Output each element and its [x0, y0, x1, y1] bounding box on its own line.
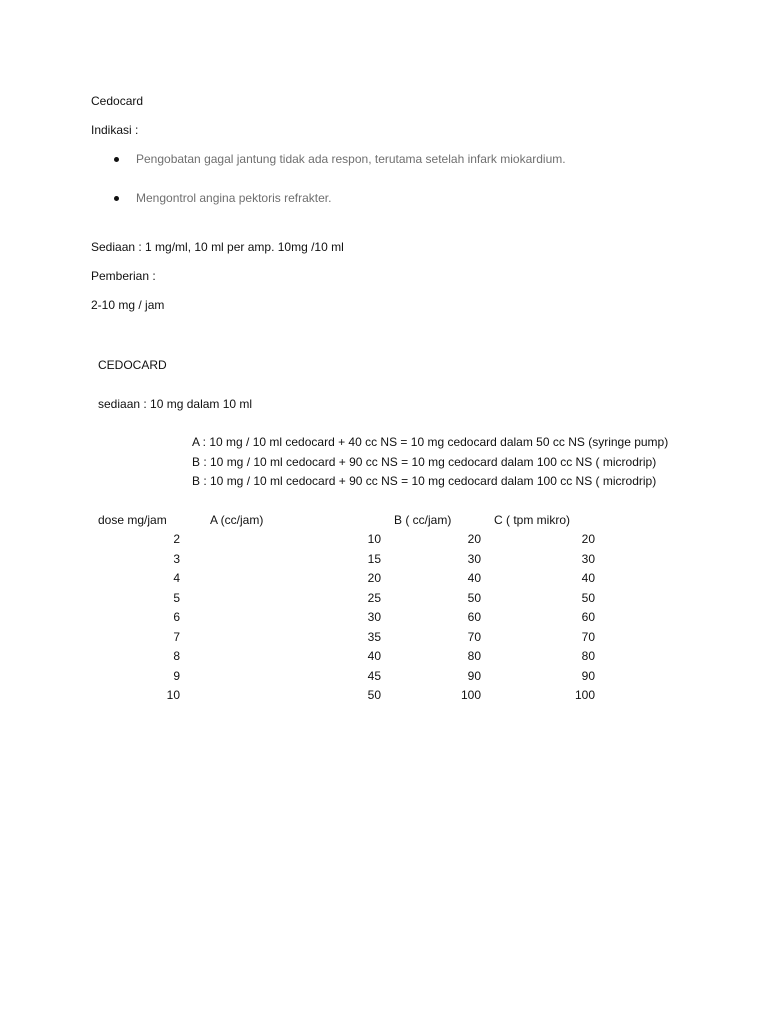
- pemberian-label: Pemberian :: [91, 269, 156, 283]
- cell-b: 100: [460, 688, 481, 702]
- bullet-icon: [114, 196, 119, 201]
- pemberian-value: 2-10 mg / jam: [91, 298, 165, 312]
- indikasi-label: Indikasi :: [91, 123, 139, 137]
- cell-a: 15: [367, 551, 381, 566]
- cell-dose: 10: [166, 688, 180, 702]
- header-b: B ( cc/jam): [394, 513, 452, 527]
- bullet-icon: [114, 157, 119, 162]
- cell-a: 35: [367, 629, 381, 644]
- header-a: A (cc/jam): [210, 513, 264, 527]
- cell-b: 60: [467, 610, 481, 624]
- section-sediaan: sediaan : 10 mg dalam 10 ml: [98, 397, 253, 411]
- cell-b: 40: [467, 571, 481, 585]
- cell-dose: 5: [173, 590, 180, 605]
- cell-dose: 4: [173, 571, 180, 585]
- cell-c: 40: [581, 571, 595, 585]
- cell-a: 45: [367, 668, 381, 683]
- cell-b: 20: [467, 532, 481, 546]
- cell-a: 20: [367, 571, 381, 585]
- header-c: C ( tpm mikro): [494, 513, 570, 527]
- cell-dose: 9: [173, 668, 180, 683]
- mix-line-b-repeat: B : 10 mg / 10 ml cedocard + 90 cc NS = 10 mg cedocard dalam 100 cc NS ( microdrip): [192, 474, 657, 488]
- cell-c: 20: [581, 532, 595, 546]
- cell-a: 50: [367, 688, 381, 702]
- cell-a: 40: [367, 649, 381, 663]
- cell-c: 30: [581, 551, 595, 566]
- cell-dose: 2: [173, 532, 180, 546]
- cell-b: 50: [467, 590, 481, 605]
- cell-c: 80: [581, 649, 595, 663]
- mix-line-b: B : 10 mg / 10 ml cedocard + 90 cc NS = 10 mg cedocard dalam 100 cc NS ( microdrip): [192, 455, 657, 469]
- cell-b: 90: [467, 668, 481, 683]
- cell-dose: 8: [173, 649, 180, 663]
- cell-b: 70: [467, 629, 481, 644]
- cell-c: 70: [581, 629, 595, 644]
- cell-c: 60: [581, 610, 595, 624]
- cell-b: 30: [467, 551, 481, 566]
- cell-c: 90: [581, 668, 595, 683]
- cell-a: 30: [367, 610, 381, 624]
- section-heading: CEDOCARD: [98, 358, 167, 372]
- document-title: Cedocard: [91, 94, 144, 108]
- cell-b: 80: [467, 649, 481, 663]
- cell-dose: 6: [173, 610, 180, 624]
- cell-dose: 7: [173, 629, 180, 644]
- cell-c: 50: [581, 590, 595, 605]
- cell-dose: 3: [173, 551, 180, 566]
- mix-line-a: A : 10 mg / 10 ml cedocard + 40 cc NS = 10 mg cedocard dalam 50 cc NS (syringe pump): [192, 435, 669, 449]
- cell-c: 100: [574, 688, 595, 702]
- header-dose: dose mg/jam: [98, 513, 167, 527]
- cell-a: 25: [367, 590, 381, 605]
- cell-a: 10: [367, 532, 381, 546]
- sediaan-line: Sediaan : 1 mg/ml, 10 ml per amp. 10mg /10 ml: [91, 240, 344, 254]
- indication-item: Pengobatan gagal jantung tidak ada respon, terutama setelah infark miokardium.: [136, 152, 566, 166]
- indication-item: Mengontrol angina pektoris refrakter.: [136, 191, 332, 205]
